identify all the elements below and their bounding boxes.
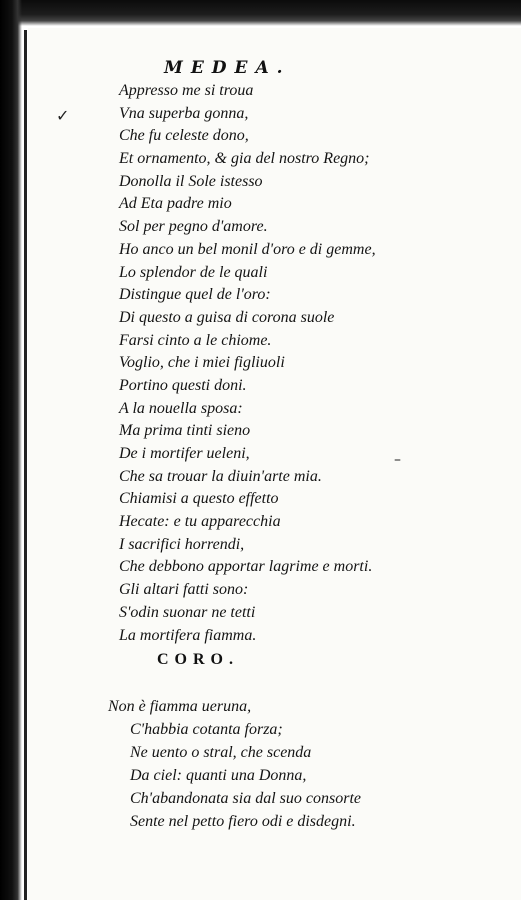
verse-line: Di questo a guisa di corona suole [119, 308, 335, 326]
verse-line: Donolla il Sole istesso [119, 172, 263, 190]
chorus-verse-block [108, 695, 361, 833]
verse-line: Vna superba gonna, [119, 104, 249, 122]
verse-line: Gli altari fatti sono: [119, 581, 249, 599]
verse-line: La mortifera fiamma. [119, 626, 257, 644]
verse-line: Voglio, che i miei figliuoli [119, 354, 285, 372]
book-spine-edge [0, 0, 22, 900]
verse-line: A la nouella sposa: [119, 399, 243, 417]
chorus-heading: CORO. [157, 651, 239, 668]
verse-line: Hecate: e tu apparecchia [119, 513, 281, 531]
verse-line: Ma prima tinti sieno [119, 422, 251, 440]
verse-line: Ho anco un bel monil d'oro e di gemme, [119, 240, 376, 258]
speaker-heading: MEDEA. [164, 58, 291, 78]
chorus-line: Ne uento o stral, che scenda [130, 744, 312, 761]
verse-line: Chiamisi a questo effetto [119, 490, 279, 508]
verse-line: Che sa trouar la diuin'arte mia. [119, 467, 322, 485]
verse-line: Che fu celeste dono, [119, 127, 249, 145]
verse-line: S'odin suonar ne tetti [119, 603, 256, 621]
verse-line: Farsi cinto a le chiome. [119, 331, 272, 349]
margin-tick-mark: ✓ [56, 106, 70, 125]
verse-line: Et ornamento, & gia del nostro Regno; [119, 150, 370, 168]
book-edge-top [0, 0, 521, 26]
verse-line: Distingue quel de l'oro: [119, 286, 271, 304]
verse-line: Che debbono apportar lagrime e morti. [119, 558, 373, 576]
verse-line: Lo splendor de le quali [119, 263, 268, 281]
verse-line: De i mortifer ueleni, [119, 445, 250, 462]
chorus-line: Ch'abandonata sia dal suo consorte [130, 790, 361, 807]
chorus-line: C'habbia cotanta forza; [130, 721, 283, 738]
verse-line: Portino questi doni. [119, 376, 247, 394]
chorus-line: Non è fiamma ueruna, [108, 698, 252, 715]
verse-line: Sol per pegno d'amore. [119, 218, 268, 236]
verse-line: I sacrifici horrendi, [119, 535, 245, 553]
chorus-line: Da ciel: quanti una Donna, [130, 767, 307, 784]
page-gutter-line [24, 30, 27, 900]
chorus-line: Sente nel petto fiero odi e disdegni. [130, 813, 356, 830]
verse-line: Appresso me si troua [119, 82, 254, 99]
margin-dash-mark: – [394, 452, 401, 468]
medea-verse-block [119, 80, 376, 647]
verse-line: Ad Eta padre mio [119, 195, 232, 213]
